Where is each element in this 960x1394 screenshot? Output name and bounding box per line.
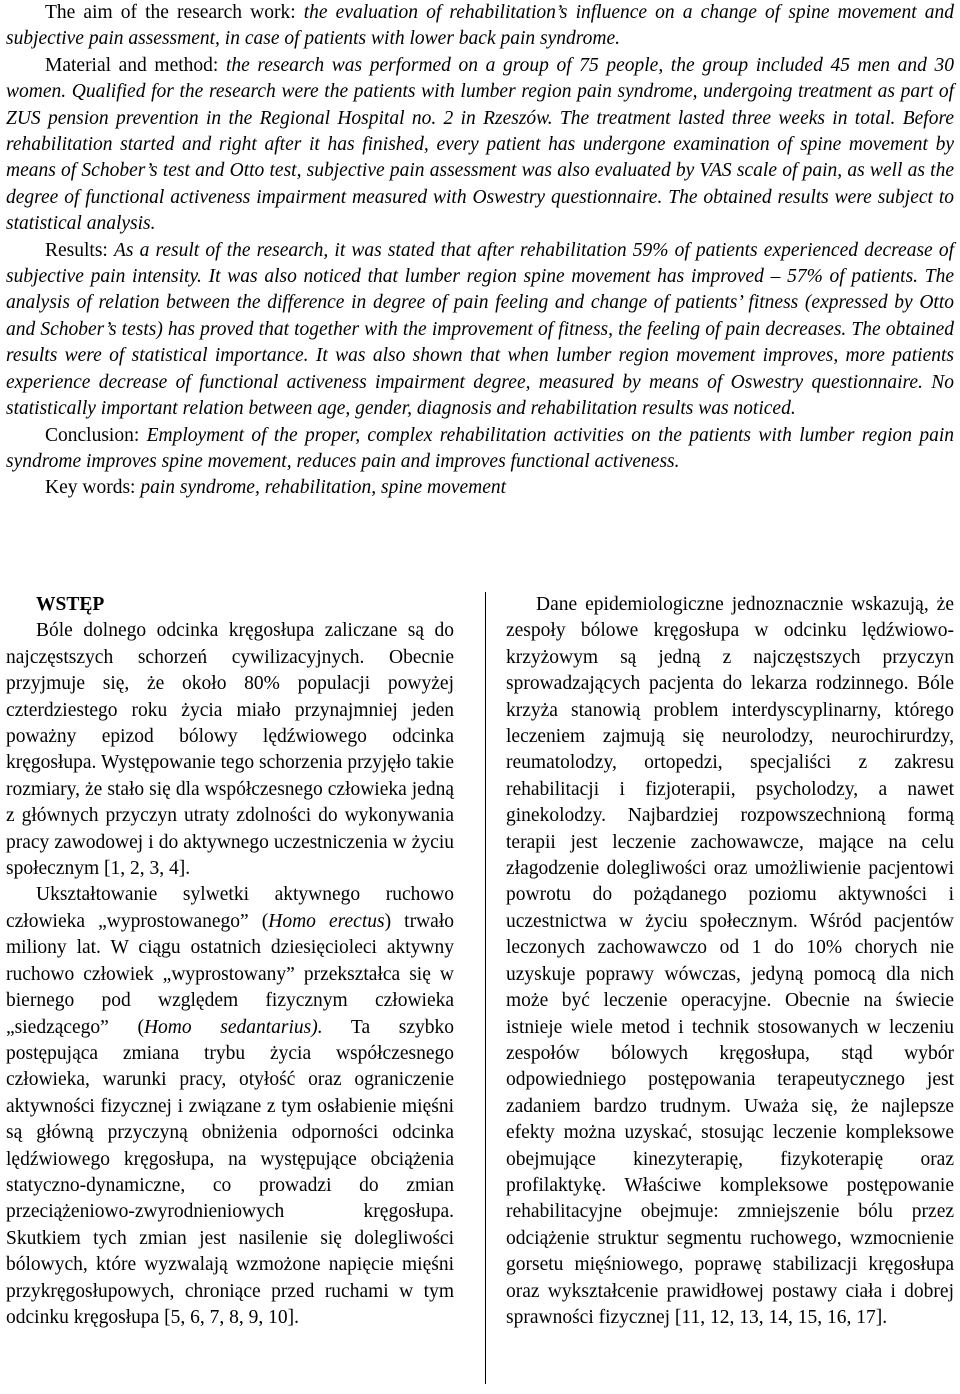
aim-text: the evaluation of rehabilitation’s influence on a change of spine movement and subjective pain assessment, in case of patients with lower back pain syndrome. [6,2,954,50]
method-text: the research was performed on a group of 75 people, the group included 45 men and 30 women. Qualified for the research were the patients with lumber region pain syndrome, undergoing treatment as part of ZUS pension prevention in the Regional Hospital no. 2 in Rzeszów. The treatment lasted three weeks in total. Before rehabilitation started and right after it has finished, every patient has undergone examination of spine movement by means of Schober’s test and Otto test, subjective pain assessment was also evaluated by VAS scale of pain, as well as the degree of functional activeness impairment measured with Oswestry questionnaire. The obtained results were subject to statistical analysis. [6,54,954,235]
method-label: Material and method: [45,54,219,76]
section-heading: WSTĘP [36,594,105,615]
right-paragraph-1: Dane epidemiologiczne jednoznacznie wskazują, że zespoły bólowe kręgosłupa w odcinku lędźwiowo-krzyżowym są jedną z najczęstszych przyczyn sprowadzających pacjenta do lekarza rodzinnego. Bóle krzyża stanowią problem interdyscyplinarny, którego leczeniem zajmują się neurolodzy, neurochirurdzy, reumatolodzy, ortopedzi, specjaliści z zakresu rehabilitacji i fizjoterapii, psycholodzy, a nawet ginekolodzy. Najbardziej rozpowszechnioną formą terapii jest leczenie zachowawcze, mające na celu złagodzenie dolegliwości oraz umożliwienie pacjentowi powrotu do pożądanego poziomu aktywności i uczestnictwa w życiu społecznym. Wśród pacjentów leczonych zachowawczo od 1 do 10% chorych nie uzyskuje poprawy wówczas, jedyną pomocą dla nich może być leczenie operacyjne. Obecnie na świecie istnieje wiele metod i technik stosowanych w leczeniu zespołów bólowych kręgosłupa, stąd wybór odpowiedniego postępowania terapeutycznego jest zadaniem bardzo trudnym. Uważa się, że najlepsze efekty można uzyskać, stosując leczenie kompleksowe obejmujące kinezyterapię, fizykoterapię oraz profilaktykę. Właściwe kompleksowe postępowanie rehabilitacyjne obejmuje: zmniejszenie bólu przez odciążenie struktur segmentu ruchowego, wzmocnienie gorsetu mięśniowego, poprawę stabilizacji kręgosłupa oraz wykształcenie prawidłowej postawy ciała i dobrej sprawności fizycznej [11, 12, 13, 14, 15, 16, 17]. [506,594,954,1328]
abstract-conclusion [6,423,954,476]
homo-erectus: Homo erectus [268,910,385,932]
abstract-keywords [6,475,954,501]
abstract-method [6,53,954,238]
results-label: Results: [45,239,108,261]
abstract [6,0,954,502]
homo-sedantarius: Homo sedantarius). [143,1016,323,1038]
left-column [6,592,454,1331]
abstract-results [6,238,954,423]
left-paragraph-2 [6,882,454,1331]
aim-label: The aim of the research work: [45,2,296,23]
left-p2-part-a: Ukształtowanie sylwetki aktywnego ruchowo człowieka „wyprostowanego” ( [6,884,454,932]
conclusion-text: Employment of the proper, complex rehabilitation activities on the patients with lumber region pain syndrome improves spine movement, reduces pain and improves functional activeness. [6,424,954,472]
left-paragraph-1: Bóle dolnego odcinka kręgosłupa zaliczane są do najczęstszych schorzeń cywilizacyjnych. Obecnie przyjmuje się, że około 80% populacji powyżej czterdziestego roku życia miało przynajmniej jeden poważny epizod bólowy lędźwiowego odcinka kręgosłupa. Występowanie tego schorzenia przyjęło takie rozmiary, że stało się dla współczesnego człowieka jedną z głównych przyczyn utraty zdolności do wykonywania pracy zawodowej i do aktywnego uczestniczenia w życiu społecznym [1, 2, 3, 4]. [6,620,454,880]
body-columns [6,592,954,1392]
keywords-text: pain syndrome, rehabilitation, spine movement [140,477,507,499]
column-divider [485,592,486,1384]
results-text: As a result of the research, it was stated that after rehabilitation 59% of patients experienced decrease of subjective pain intensity. It was also noticed that lumber region spine movement has improved – 57% of patients. The analysis of relation between the difference in degree of pain feeling and change of patients’ fitness (expressed by Otto and Schober’s tests) has proved that together with the improvement of fitness, the feeling of pain decreases. The obtained results were of statistical importance. It was also shown that when lumber region movement improves, more patients experience decrease of functional activeness impairment degree, measured by means of Oswestry questionnaire. No statistically important relation between age, gender, diagnosis and rehabilitation results was noticed. [6,239,954,420]
keywords-label: Key words: [45,477,136,499]
left-p2-part-c: Ta szybko postępująca zmiana trybu życia współczesnego człowieka, warunki pracy, otyłość oraz ograniczenie aktywności fizycznej i związane z tym osłabienie mięśni są główną przyczyną obniżenia odporności odcinka lędźwiowego kręgosłupa, na występujące obciążenia statyczno-dynamiczne, co prowadzi do zmian przeciążeniowo-zwyrodnieniowych kręgosłupa. Skutkiem tych zmian jest nasilenie się dolegliwości bólowych, które wyzwalają wzmożone napięcie mięśni przykręgosłupowych, chroniące przed ruchami w tym odcinku kręgosłupa [5, 6, 7, 8, 9, 10]. [6,1016,454,1328]
conclusion-label: Conclusion: [45,424,140,446]
abstract-aim [6,0,954,53]
left-p2-part-b: ) trwało miliony lat. W ciągu ostatnich dziesięcioleci aktywny ruchowo człowiek „wyprostowany” przekształca się w biernego pod względem fizycznym człowieka „siedzącego” ( [6,910,454,1038]
right-column [506,592,954,1331]
